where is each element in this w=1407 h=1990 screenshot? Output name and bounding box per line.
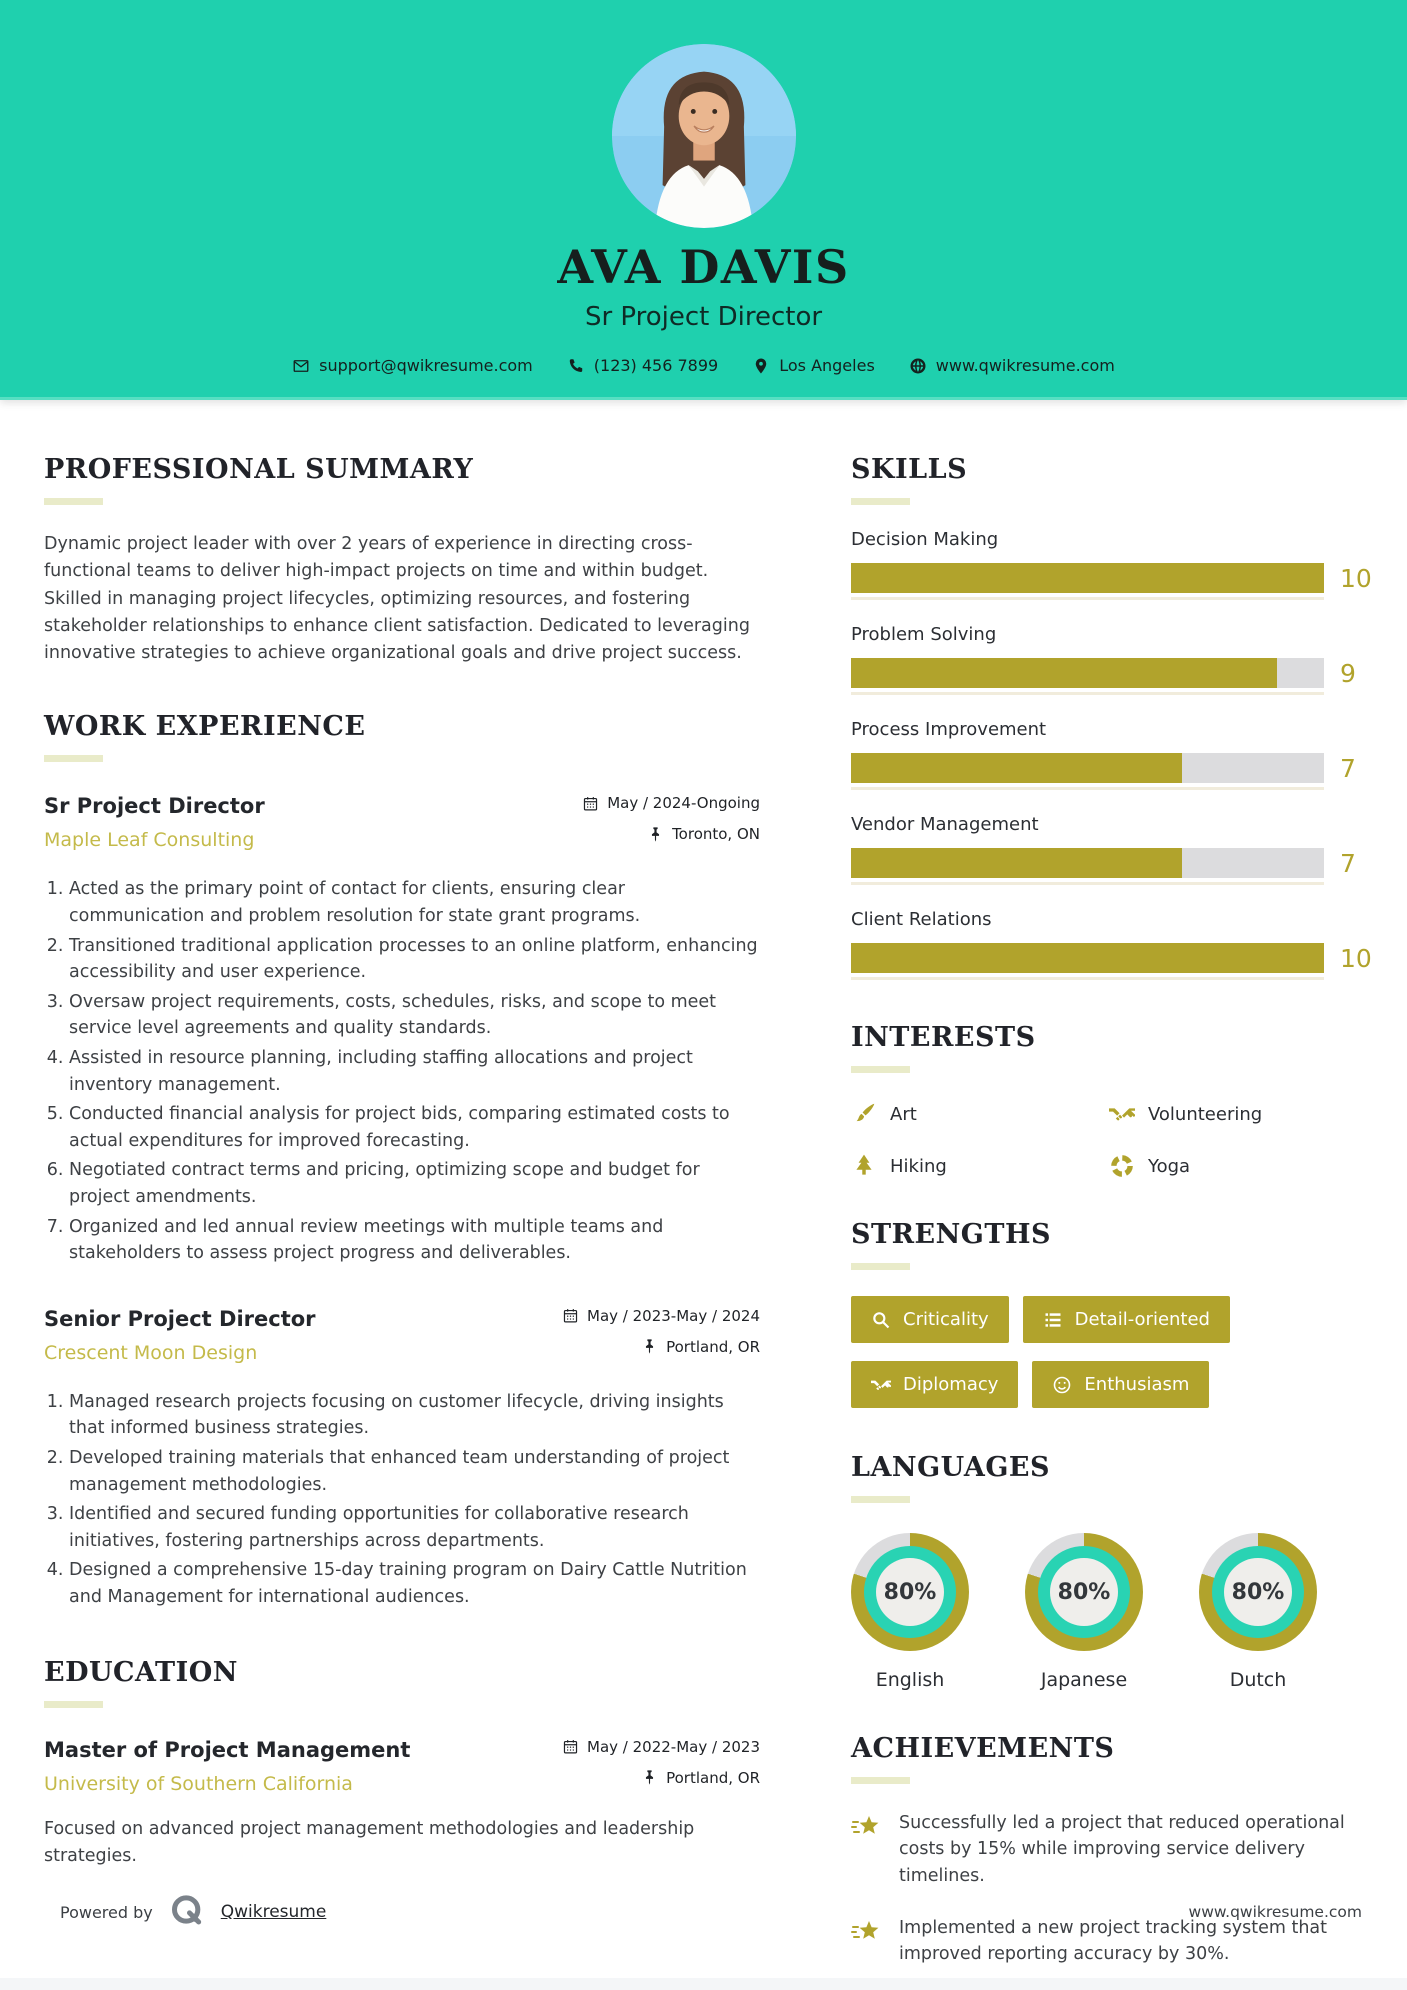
job-bullet: 1. Acted as the primary point of contact for clients, ensuring clear communication and problem resolution for state grant programs. [69,876,760,929]
interest-item [1109,1153,1365,1179]
contact-phone-text: (123) 456 7899 [593,356,719,375]
school-name: University of Southern California [44,1772,353,1795]
skill-bar-fill [851,658,1277,688]
skill-bar-fill [851,848,1182,878]
skill-divider [851,692,1324,695]
interest-item [851,1153,1109,1179]
skill-score: 9 [1340,658,1356,688]
left-column [44,454,760,1870]
job-company: Crescent Moon Design [44,1341,258,1364]
contact-location-text: Los Angeles [779,356,875,375]
section-rule [851,1066,910,1073]
qwikresume-logo-icon [167,1892,207,1932]
achievement-item [851,1810,1365,1889]
section-rule [44,498,103,505]
pushpin-icon [641,1769,658,1786]
skill-name: Client Relations [851,909,992,930]
contact-email-text: support@qwikresume.com [319,356,533,375]
header-banner [0,0,1407,400]
contact-phone[interactable] [567,356,718,375]
language-donut-chart [851,1533,969,1651]
avatar-illustration [612,44,796,228]
education-section [44,1657,760,1870]
phone-icon [567,357,585,375]
job-header [44,794,760,856]
interest-item [851,1101,1109,1127]
skill-row [851,529,1372,600]
job-bullet-list [44,876,760,1266]
contact-location[interactable] [752,356,875,375]
strength-label: Criticality [903,1309,989,1330]
job-bullet-list [44,1389,760,1611]
search-icon [871,1310,891,1330]
education-section-title: EDUCATION [44,1656,238,1688]
job-dates-text: May / 2023-May / 2024 [587,1306,760,1325]
job-bullet: 2. Developed training materials that enhanced team understanding of project management methodologies. [69,1445,760,1498]
handshake-icon [871,1375,891,1395]
person-name: AVA DAVIS [557,240,850,294]
section-rule [851,1263,910,1270]
strength-label: Enthusiasm [1084,1374,1190,1395]
skill-name: Decision Making [851,529,999,550]
skill-bar-track [851,658,1324,688]
job-dates-text: May / 2024-Ongoing [607,794,760,813]
job-entry [44,794,760,1266]
language-item [851,1533,969,1691]
interest-item [1109,1101,1365,1127]
skill-bar-track [851,848,1324,878]
strength-badge [851,1361,1018,1408]
interests-section [851,1022,1365,1179]
skill-bar-fill [851,753,1182,783]
skill-row [851,909,1372,980]
bottom-strip [0,1978,1407,1990]
job-location-text: Toronto, ON [672,825,760,844]
job-bullet: 7. Organized and led annual review meetings with multiple teams and stakeholders to assess project progress and deliverables. [69,1214,760,1267]
interest-label: Yoga [1148,1155,1191,1177]
skills-section-title: SKILLS [851,454,968,485]
calendar-icon [562,1738,579,1755]
shooting-star-icon [851,1812,883,1844]
job-bullet: 6. Negotiated contract terms and pricing, optimizing scope and budget for project amendments. [69,1157,760,1210]
paintbrush-icon [851,1101,877,1127]
languages-section-title: LANGUAGES [851,1452,1050,1483]
job-bullet: 3. Oversaw project requirements, costs, schedules, risks, and scope to meet service level agreements and quality standards. [69,989,760,1042]
education-location-text: Portland, OR [666,1768,760,1787]
job-bullet: 4. Assisted in resource planning, including staffing allocations and project inventory management. [69,1045,760,1098]
job-bullet: 1. Managed research projects focusing on customer lifecycle, driving insights that informed business strategies. [69,1389,760,1442]
skill-bar-fill [851,943,1324,973]
pushpin-icon [647,826,664,843]
footer-website-text: www.qwikresume.com [1188,1903,1362,1921]
job-meta [562,1307,760,1369]
interest-label: Hiking [890,1155,947,1177]
interest-label: Art [890,1103,917,1125]
skill-row [851,719,1365,790]
smiley-icon [1052,1375,1072,1395]
strengths-section-title: STRENGTHS [851,1219,1051,1250]
job-location [562,1338,760,1356]
language-name: English [875,1669,945,1691]
skill-score: 7 [1340,848,1356,878]
skill-bar-track [851,943,1324,973]
skill-name: Process Improvement [851,719,1047,740]
language-donut-chart [1025,1533,1143,1651]
strength-badge [851,1296,1009,1343]
skill-divider [851,597,1324,600]
language-percent: 80% [876,1558,944,1626]
interest-label: Volunteering [1148,1103,1263,1125]
section-rule [851,1496,910,1503]
globe-icon [909,357,927,375]
pine-tree-icon [851,1153,877,1179]
job-company: Maple Leaf Consulting [44,829,255,852]
skill-row [851,814,1365,885]
summary-text: Dynamic project leader with over 2 years of experience in directing cross-functional teams to deliver high-impact projects on time and within budget. Skilled in managing project lifecycles, optimizing resources, and fostering stakeholder relationships to enhance client satisfaction. Dedicated to leveraging innovative strategies to achieve organizational goals and drive project success. [44,534,750,664]
job-bullet: 2. Transitioned traditional application processes to an online platform, enhancing accessibility and user experience. [69,933,760,986]
section-rule [44,755,103,762]
job-dates [562,1307,760,1325]
achievements-section [851,1733,1365,1967]
language-item [1025,1533,1143,1691]
section-rule [851,1777,910,1784]
strengths-section [851,1219,1365,1426]
education-dates-text: May / 2022-May / 2023 [587,1737,760,1756]
education-entry [44,1738,760,1870]
contact-row [0,356,1407,375]
language-donut-chart [1199,1533,1317,1651]
education-header [44,1738,760,1800]
skill-bar-track [851,563,1324,593]
job-bullet: 4. Designed a comprehensive 15-day training program on Dairy Cattle Nutrition and Management for international audiences. [69,1557,760,1610]
page-footer [60,1892,1362,1932]
contact-website-text: www.qwikresume.com [935,356,1115,375]
pushpin-icon [641,1338,658,1355]
language-name: Dutch [1229,1669,1287,1691]
calendar-icon [562,1307,579,1324]
education-dates [562,1738,760,1756]
job-bullet: 3. Identified and secured funding opportunities for collaborative research initiatives, fostering partnerships across departments. [69,1501,760,1554]
skill-bar-track [851,753,1324,783]
handshake-icon [1109,1101,1135,1127]
contact-email[interactable] [292,356,533,375]
language-item [1199,1533,1317,1691]
section-rule [44,1701,103,1708]
work-section-title: WORK EXPERIENCE [44,711,366,743]
qwikresume-link[interactable]: Qwikresume [220,1902,327,1922]
strength-badge [1032,1361,1209,1408]
job-header [44,1307,760,1369]
powered-by-label: Powered by [60,1902,153,1922]
calendar-icon [582,795,599,812]
job-entry [44,1307,760,1611]
achievement-text: Successfully led a project that reduced operational costs by 15% while improving service delivery timelines. [899,1813,1345,1886]
strength-label: Diplomacy [903,1374,999,1395]
skill-divider [851,882,1324,885]
skill-score: 7 [1340,753,1356,783]
job-title: Senior Project Director [44,1306,316,1331]
education-description: Focused on advanced project management methodologies and leadership strategies. [44,1818,695,1866]
skill-row [851,624,1365,695]
envelope-icon [292,357,310,375]
skill-score: 10 [1340,943,1372,973]
interests-section-title: INTERESTS [851,1022,1036,1053]
skill-divider [851,787,1324,790]
location-pin-icon [752,357,770,375]
skill-name: Vendor Management [851,814,1039,835]
section-rule [851,498,910,505]
degree-title: Master of Project Management [44,1737,411,1762]
language-percent: 80% [1050,1558,1118,1626]
right-column [851,454,1372,1967]
skill-name: Problem Solving [851,624,997,645]
list-icon [1043,1310,1063,1330]
job-bullet: 5. Conducted financial analysis for project bids, comparing estimated costs to actual expenditures for improved forecasting. [69,1101,760,1154]
achievements-section-title: ACHIEVEMENTS [851,1733,1115,1764]
lifebuoy-icon [1109,1153,1135,1179]
main-content [0,400,1407,1967]
job-meta [582,794,760,856]
job-dates [582,794,760,812]
education-meta [562,1738,760,1800]
powered-by-group [60,1892,326,1932]
language-percent: 80% [1224,1558,1292,1626]
job-title: Sr Project Director [44,794,265,819]
education-location [562,1769,760,1787]
work-experience-section [44,711,760,1610]
person-job-title: Sr Project Director [584,302,823,332]
job-location [582,825,760,843]
strength-label: Detail-oriented [1074,1309,1210,1330]
job-location-text: Portland, OR [666,1337,760,1356]
summary-section-title: PROFESSIONAL SUMMARY [44,454,474,485]
strength-badge [1023,1296,1230,1343]
language-name: Japanese [1040,1669,1128,1691]
languages-section [851,1452,1365,1691]
achievement-text: Implemented a new project tracking system that improved reporting accuracy by 30%. [899,1917,1327,1964]
profile-photo [612,44,796,228]
skill-score: 10 [1340,563,1372,593]
skill-bar-fill [851,563,1324,593]
skill-divider [851,977,1324,980]
contact-website[interactable] [909,356,1115,375]
